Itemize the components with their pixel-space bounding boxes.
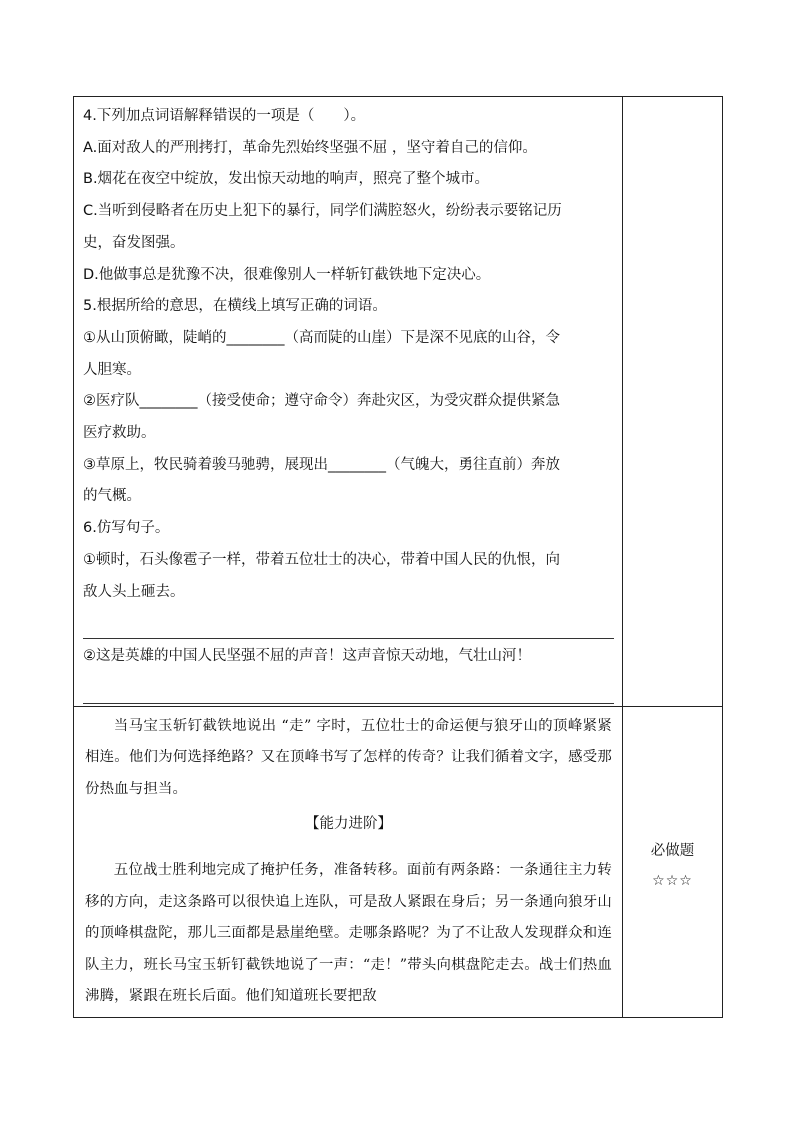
worksheet-table: [73, 96, 723, 1018]
question-4-option-c-line1: C.当听到侵略者在历史上犯下的暴行，同学们满腔怒火，纷纷表示要铭记历: [83, 203, 562, 220]
reading-passage: 五位战士胜利地完成了掩护任务，准备转移。面前有两条路：一条通往主力转移的方向，走这条路可以很快追上连队，可是敌人紧跟在身后；另一条通向狼牙山的顶峰棋盘陀，那儿三面都是悬崖绝壁。走哪条路呢？为了不让敌人发现群众和连队主力，班长马宝玉斩钉截铁地说了一声：“走！”带头向棋盘陀走去。战士们热血沸腾，紧跟在班长后面。他们知道班长要把敌: [85, 862, 612, 1005]
side-cell-required: [623, 706, 723, 1017]
exercise-cell: [74, 97, 623, 707]
question-4-option-a: A.面对敌人的严刑拷打，革命先烈始终坚强不屈 ，坚守着自己的信仰。: [83, 139, 537, 156]
section-heading: 【能力进阶】: [305, 816, 392, 833]
required-label: 必做题: [650, 842, 695, 859]
question-5-item-2-line1: ②医疗队________（接受使命；遵守命令）奔赴灾区，为受灾群众提供紧急: [83, 393, 560, 410]
question-5-item-2-line2: 医疗救助。: [83, 425, 156, 442]
reading-cell: [74, 706, 623, 1017]
question-5-item-1-line1: ①从山顶俯瞰，陡峭的________（高而陡的山崖）下是深不见底的山谷，令: [83, 329, 560, 346]
question-4-option-b: B.烟花在夜空中绽放，发出惊天动地的响声，照亮了整个城市。: [83, 171, 490, 188]
answer-line-2[interactable]: [83, 673, 614, 704]
question-6-item-2: ②这是英雄的中国人民坚强不屈的声音！这声音惊天动地，气壮山河！: [83, 648, 531, 665]
question-5-stem: 5.根据所给的意思，在横线上填写正确的词语。: [83, 298, 387, 315]
question-5-item-1-line2: 人胆寒。: [83, 361, 141, 378]
side-cell-empty: [623, 97, 723, 707]
question-6-stem: 6.仿写句子。: [83, 520, 170, 537]
question-6-item-1-line1: ①顿时，石头像雹子一样，带着五位壮士的决心，带着中国人民的仇恨，向: [83, 551, 560, 568]
difficulty-stars: ☆☆☆: [652, 872, 693, 889]
reading-row: [74, 706, 723, 1017]
question-5-item-3-line1: ③草原上，牧民骑着骏马驰骋，展现出________（气魄大，勇往直前）奔放: [83, 456, 560, 473]
answer-line-1[interactable]: [83, 608, 614, 639]
exercise-row: [74, 97, 723, 707]
question-4-option-d: D.他做事总是犹豫不决，很难像别人一样斩钉截铁地下定决心。: [83, 266, 491, 283]
question-4-option-c-line2: 史，奋发图强。: [83, 234, 185, 251]
question-4-stem: 4.下列加点词语解释错误的一项是（ ）。: [83, 108, 366, 124]
reading-intro: 当马宝玉斩钉截铁地说出 “走” 字时，五位壮士的命运便与狼牙山的顶峰紧紧相连。他们为何选择绝路？又在顶峰书写了怎样的传奇？让我们循着文字，感受那份热血与担当。: [85, 717, 612, 797]
question-6-item-1-line2: 敌人头上砸去。: [83, 583, 185, 600]
question-5-item-3-line2: 的气概。: [83, 488, 141, 505]
